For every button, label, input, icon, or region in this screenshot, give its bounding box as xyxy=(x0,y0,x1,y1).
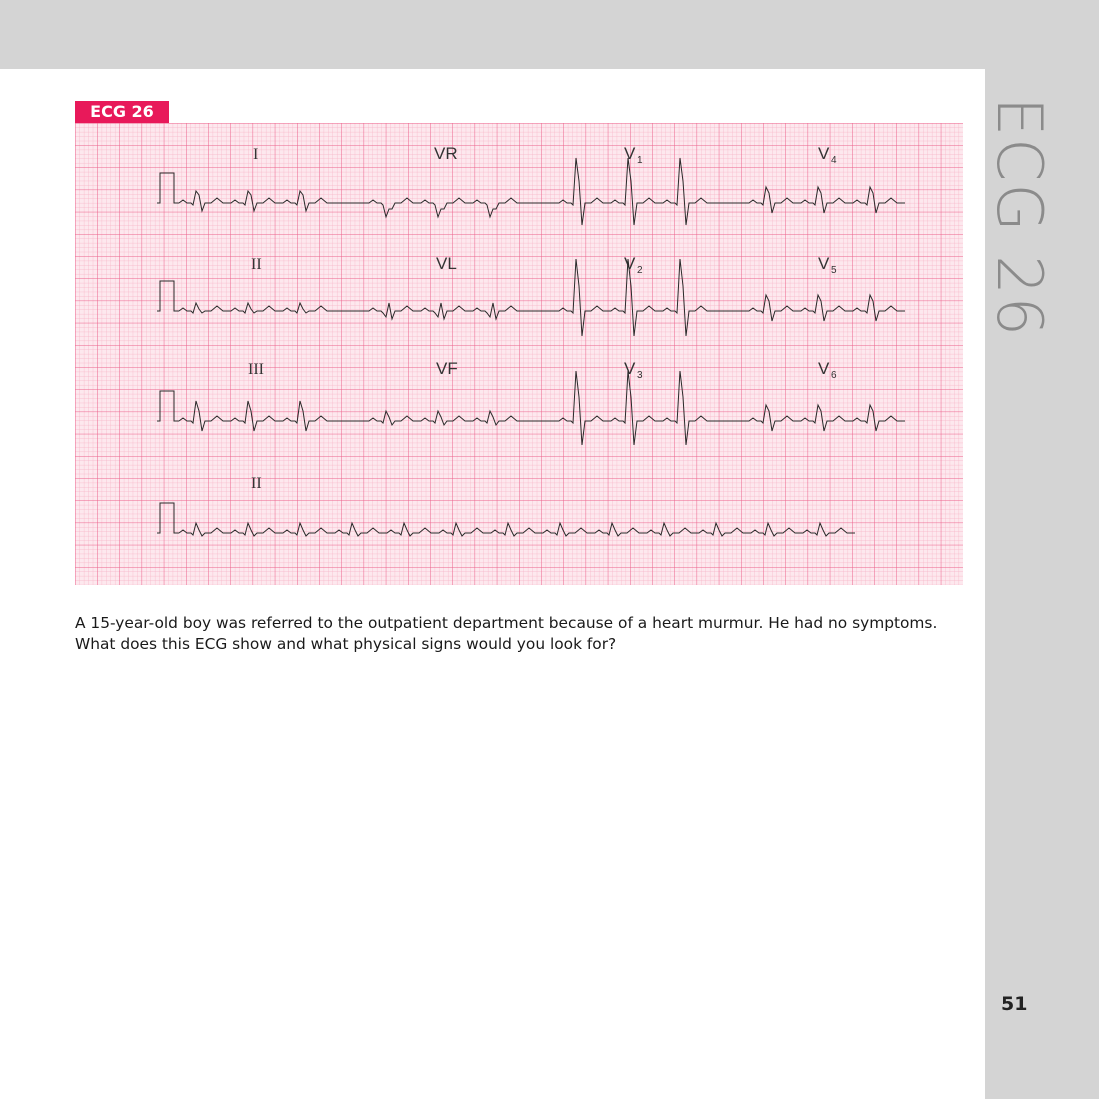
svg-text:4: 4 xyxy=(831,155,837,166)
lead-label-VF: VF xyxy=(436,359,458,378)
svg-text:V: V xyxy=(624,359,636,378)
svg-text:V: V xyxy=(818,359,830,378)
lead-label-VR: VR xyxy=(434,144,458,163)
lead-label-VL: VL xyxy=(436,254,457,273)
svg-text:V: V xyxy=(818,254,830,273)
question-line-1: A 15-year-old boy was referred to the outpatient department because of a heart murmur. He had no symptoms. xyxy=(75,614,938,632)
svg-text:6: 6 xyxy=(831,370,837,381)
svg-text:V: V xyxy=(624,144,636,163)
lead-label-III: III xyxy=(248,361,264,378)
question-line-2: What does this ECG show and what physical signs would you look for? xyxy=(75,635,617,653)
svg-text:V: V xyxy=(624,254,636,273)
svg-text:V: V xyxy=(818,144,830,163)
svg-text:1: 1 xyxy=(637,155,643,166)
side-title-text: ECG 26 xyxy=(983,97,1056,339)
lead-label-I: I xyxy=(253,146,259,163)
svg-text:5: 5 xyxy=(831,265,837,276)
ecg-strip xyxy=(75,123,963,585)
question-text xyxy=(75,613,975,655)
lead-label-rhythm-II: II xyxy=(251,475,262,492)
lead-label-II: II xyxy=(251,256,262,273)
side-chapter-title xyxy=(978,97,1056,339)
ecg-label-badge: ECG 26 xyxy=(75,101,169,123)
svg-text:3: 3 xyxy=(637,370,643,381)
svg-text:2: 2 xyxy=(637,265,643,276)
page-number: 51 xyxy=(1001,993,1028,1015)
